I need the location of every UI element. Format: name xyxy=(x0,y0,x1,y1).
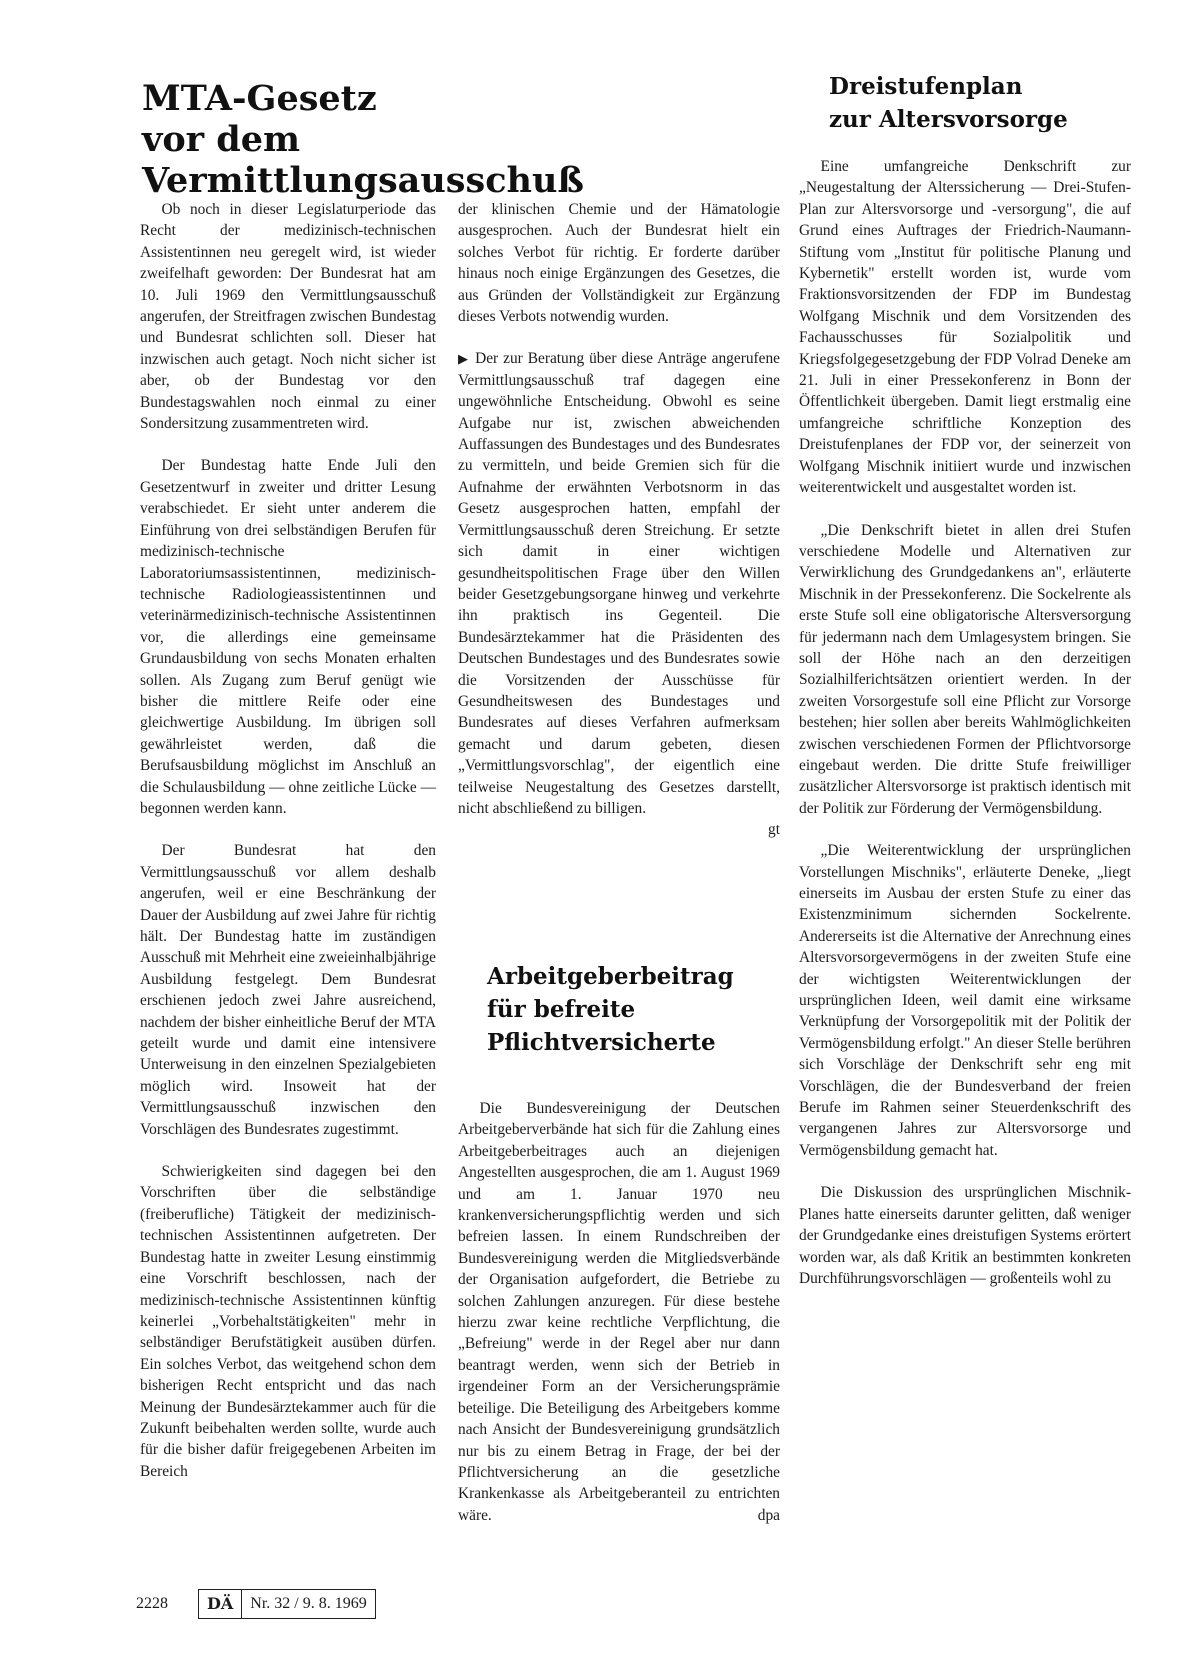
issue-info: Nr. 32 / 9. 8. 1969 xyxy=(241,1589,375,1619)
employer-article-column xyxy=(458,1098,780,1527)
main-paragraph-4: Schwierigkeiten sind dagegen bei den Vorschriften über die selbständige (freiberufliche) Tätigkeit der medizinisch-technischen Assistentinnen aufgetreten. Der Bundestag hatte in zweiter Lesung einstimmig eine Vorschrift beschlossen, nach der medizinisch-technische Assistentinnen künftig keinerlei „Vorbehaltstätigkeiten" mehr in selbständiger Berufstätigkeit ausüben dürfen. Ein solches Verbot, das weitgehend schon dem bisherigen Recht entspricht und das nach Meinung der Bundesärztekammer auch für die Zukunft beibehalten werden sollte, wurde auch für die bisher dafür freigegebenen Arbeiten im Bereich xyxy=(140,1163,436,1480)
main-article-column-left xyxy=(140,199,436,1482)
journal-logo: DÄ xyxy=(198,1589,241,1619)
main-article-column-middle xyxy=(458,199,780,841)
pension-paragraph-3: „Die Weiterentwicklung der ursprünglichen Vorstellungen Mischniks", erläuterte Deneke, „liegt einerseits im Ausbau der ersten Stufe zu einer das Existenzminimum sichernden Sockelrente. Andererseits ist die Alternative der Anrechnung eines Altersvorsorgevermögens in der zweiten Stufe eine der wichtigsten Weiterentwicklungen der ursprünglichen Ideen, weil damit eine wirksame Verknüpfung der Vorsorgepolitik mit der Politik der Vermögensbildung erfolgt." An dieser Stelle berühren sich Vorschläge der Denkschrift sehr eng mit Vorschlägen, die der Bundesverband der freien Berufe im Rahmen seiner Steuerdenkschrift des vergangenen Jahres zur Altersvorsorge und Vermögensbildung gemacht hat. xyxy=(799,842,1131,1159)
main-paragraph-2: Der Bundestag hatte Ende Juli den Gesetzentwurf in zweiter und dritter Lesung verabschiedet. Er sieht unter anderem die Einführung von drei selbständigen Berufen für medizinisch-technische Laboratoriumsassistentinnen, medizinisch-technische Radiologieassistentinnen und veterinärmedizinisch-technische Assistentinnen vor, die allerdings eine gemeinsame Grundausbildung von sechs Monaten erhalten sollen. Als Zugang zum Beruf genügt wie bisher die mittlere Reife oder eine gleichwertige Ausbildung. Im übrigen soll gewährleistet werden, daß die Berufsausbildung möglichst im Anschluß an die Schulausbildung — ohne zeitliche Lücke — begonnen werden kann. xyxy=(140,457,436,817)
pension-paragraph-4: Die Diskussion des ursprünglichen Mischnik-Planes hatte einerseits darunter gelitten, daß weniger der Grundgedanke eines dreistufigen Systems erörtert worden war, als daß Kritik an bestimmten konkreten Durchführungsvorschlägen — großenteils wohl zu xyxy=(799,1184,1131,1287)
main-signature: gt xyxy=(768,821,780,839)
main-paragraph-arrow: ▶ Der zur Beratung über diese Anträge angerufene Vermittlungsausschuß traf dagegen eine ungewöhnliche Entscheidung. Obwohl es seine Aufgabe nur ist, zwischen abweichenden Auffassungen des Bundestages und des Bundesrates zu vermitteln, und beide Gremien sich für die Aufnahme der erwähnten Verbotsnorm in das Gesetz ausgesprochen hatten, empfahl der Vermittlungsausschuß deren Streichung. Er setzte sich damit in einer wichtigen gesundheitspolitischen Frage über den Willen beider Gesetzgebungsorgane hinweg und verkehrte ihn praktisch ins Gegenteil. Die Bundesärztekammer hat die Präsidenten des Deutschen Bundestages und des Bundesrates sowie die Vorsitzenden der Ausschüsse für Gesundheitswesen des Bundestages und Bundesrates auf dieses Verfahren aufmerksam gemacht und darum gebeten, diesen „Vermittlungsvorschlag", der eigentlich eine teilweise Neugestaltung des Gesetzes darstellt, nicht abschließend zu billigen. xyxy=(458,350,780,817)
page-number: 2228 xyxy=(136,1595,168,1612)
main-paragraph-1: Ob noch in dieser Legislaturperiode das Recht der medizinisch-technischen Assistentinnen neu geregelt wird, ist wieder zweifelhaft geworden: Der Bundesrat hat am 10. Juli 1969 den Vermittlungsausschuß angerufen, der Streitfragen zwischen Bundestag und Bundesrat schlichten soll. Dieser hat inzwischen auch getagt. Noch nicht sicher ist aber, ob der Bundestag vor den Bundestagswahlen noch einmal zu einer Sondersitzung zusammentreten wird. xyxy=(140,201,436,433)
main-paragraph-continued: der klinischen Chemie und der Hämatologie ausgesprochen. Auch der Bundesrat hielt ein solches Verbot für richtig. Er forderte darüber hinaus noch einige Ergänzungen des Gesetzes, die aus Gründen der Vollständigkeit zur Ergänzung dieses Verbots notwendig wurden. xyxy=(458,201,780,326)
main-article-title: MTA-Gesetz vor dem Vermittlungsausschuß xyxy=(142,78,585,201)
employer-paragraph: Die Bundesvereinigung der Deutschen Arbeitgeberverbände hat sich für die Zahlung eines Arbeitgeberbeitrages auch an diejenigen Angestellten ausgesprochen, die am 1. August 1969 und am 1. Januar 1970 neu krankenversicherungspflichtig werden und sich befreien lassen. In einem Rundschreiben der Bundesvereinigung werden die Mitgliedsverbände der Organisation aufgefordert, die Betriebe zu solchen Zahlungen anzuregen. Für diese bestehe hierzu zwar keine rechtliche Verpflichtung, die „Befreiung" werde in der Regel aber nur dann beantragt werden, wenn sich der Betrieb in irgendeiner Form an der Versicherungsprämie beteilige. Die Beteiligung des Arbeitgebers komme nach Ansicht der Bundesvereinigung grundsätzlich nur bis zu einem Betrag in Frage, der bei der Pflichtversicherung an die gesetzliche Krankenkasse als Arbeitgeberanteil zu entrichten wäre. xyxy=(458,1100,780,1524)
pension-paragraph-2: „Die Denkschrift bietet in allen drei Stufen verschiedene Modelle und Alternativen zur Verwirklichung des Grundgedankens an", erläuterte Mischnik in der Pressekonferenz. Die Sockelrente als erste Stufe soll eine obligatorische Altersversorgung für jedermann nach dem Umlagesystem bringen. Sie soll der Höhe nach an den derzeitigen Sozialhilferichtsätzen orientiert werden. In der zweiten Vorsorgestufe soll eine Pflicht zur Vorsorge bestehen; hier sollen aber bereits Wahlmöglichkeiten zwischen verschiedenen Formen der Pflichtvorsorge eingebaut werden. Die dritte Stufe freiwilliger zusätzlicher Altersvorsorge ist praktisch identisch mit der Politik zur Förderung der Vermögensbildung. xyxy=(799,521,1131,817)
page-footer xyxy=(136,1589,376,1619)
pension-article-title: Dreistufenplan zur Altersvorsorge xyxy=(829,73,1068,133)
employer-signature: dpa xyxy=(757,1507,780,1525)
pension-paragraph-1: Eine umfangreiche Denkschrift zur „Neugestaltung der Alterssicherung — Drei-Stufen-Plan zur Altersvorsorge und -versorgung", die auf Grund eines Auftrages der Friedrich-Naumann-Stiftung vom „Institut für politische Planung und Kybernetik" erstellt worden ist, wurde vom Fraktionsvorsitzenden der FDP im Bundestag Wolfgang Mischnik und dem Vorsitzenden des Fachausschusses für Sozialpolitik und Kriegsfolgegesetzgebung der FDP Volrad Deneke am 21. Juli in einer Pressekonferenz in Bonn der Öffentlichkeit übergeben. Damit liegt erstmalig eine umfangreiche schriftliche Konzeption des Dreistufenplanes der FDP vor, der seinerzeit von Wolfgang Mischnik initiiert wurde und inzwischen weiterentwickelt und ausgestaltet worden ist. xyxy=(799,158,1131,497)
arrow-marker-icon: ▶ xyxy=(458,351,470,367)
main-paragraph-3: Der Bundesrat hat den Vermittlungsausschuß vor allem deshalb angerufen, weil er eine Beschränkung der Dauer der Ausbildung auf zwei Jahre für richtig hält. Der Bundestag hatte im zuständigen Ausschuß mit Mehrheit eine zweieinhalbjährige Ausbildung festgelegt. Dem Bundesrat erschienen jedoch zwei Jahre ausreichend, nachdem der bisher einheitliche Beruf der MTA geteilt wurde und damit eine intensivere Unterweisung in den einzelnen Spezialgebieten möglich wird. Insoweit hat der Vermittlungsausschuß inzwischen den Vorschlägen des Bundesrates zugestimmt. xyxy=(140,842,436,1138)
pension-article-column xyxy=(799,156,1131,1289)
employer-article-title: Arbeitgeberbeitrag für befreite Pflichtversicherte xyxy=(487,963,734,1056)
